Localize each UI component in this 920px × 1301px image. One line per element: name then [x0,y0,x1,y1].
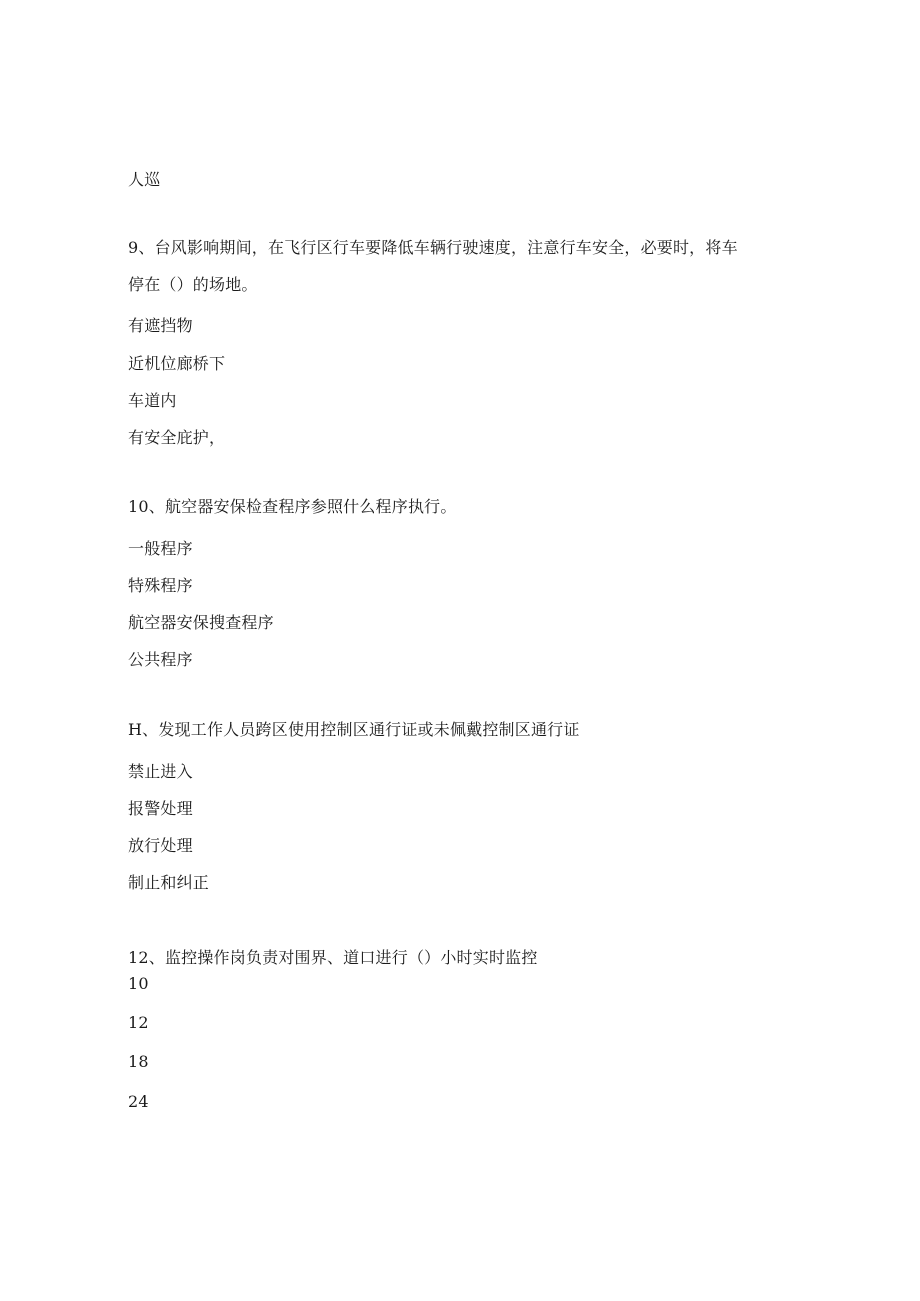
question-10-option-a: 一般程序 [128,539,193,558]
question-12-option-b: 12 [128,1013,149,1032]
question-11-text: H、发现工作人员跨区使用控制区通行证或未佩戴控制区通行证 [128,720,580,739]
question-10-option-b: 特殊程序 [128,576,193,595]
question-10-option-d: 公共程序 [128,650,193,669]
question-12-option-c: 18 [128,1052,149,1071]
question-12-option-d: 24 [128,1092,149,1111]
question-10-option-c: 航空器安保搜查程序 [128,613,274,632]
question-11-option-d: 制止和纠正 [128,873,210,892]
question-9-text-line-1: 9、台风影响期间，在飞行区行车要降低车辆行驶速度，注意行车安全，必要时，将车 [128,238,738,257]
question-9-option-b: 近机位廊桥下 [128,354,226,373]
question-11-option-a: 禁止进入 [128,762,193,781]
question-12-text: 12、监控操作岗负责对围界、道口进行（）小时实时监控 [128,948,538,967]
question-9-option-d: 有安全庇护， [128,428,226,447]
answer-fragment: 人巡 [128,170,161,189]
question-9-option-c: 车道内 [128,391,177,410]
question-9-option-a: 有遮挡物 [128,316,193,335]
question-12-option-a: 10 [128,974,149,993]
question-9-text-line-2: 停在（）的场地。 [128,275,258,294]
question-11-option-b: 报警处理 [128,799,193,818]
question-11-option-c: 放行处理 [128,836,193,855]
question-10-text: 10、航空器安保检查程序参照什么程序执行。 [128,497,457,516]
